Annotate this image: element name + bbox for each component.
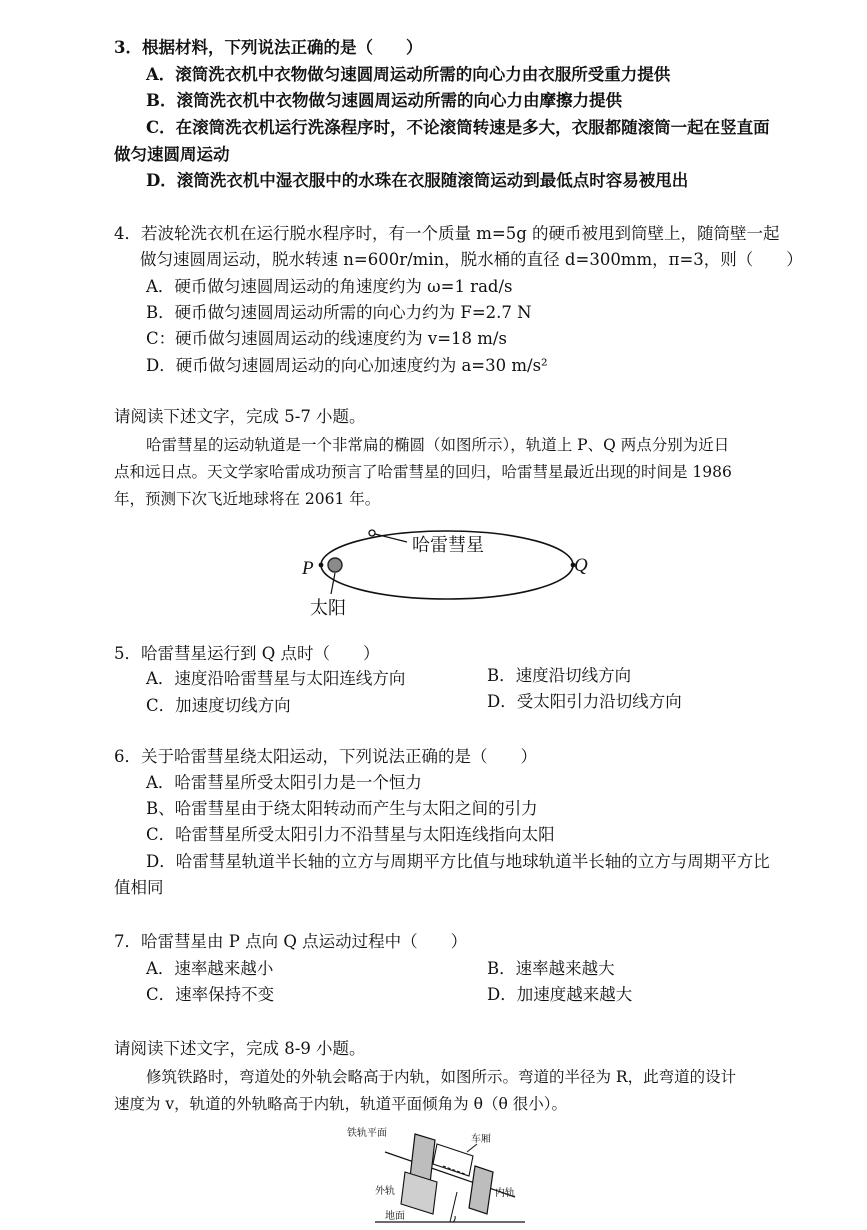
- q4-stem-line1: 4．若波轮洗衣机在运行脱水程序时，有一个质量 m=5g 的硬币被甩到筒壁上，随筒壁一起: [114, 224, 780, 243]
- passage2-intro: 请阅读下述文字，完成 8-9 小题。: [114, 1039, 366, 1058]
- q6-option-b: B、哈雷彗星由于绕太阳转动而产生与太阳之间的引力: [146, 799, 538, 818]
- q4-option-b: B．硬币做匀速圆周运动所需的向心力约为 F=2.7 N: [146, 303, 532, 322]
- car-label: 车厢: [471, 1134, 491, 1145]
- q3-option-d: D．滚筒洗衣机中湿衣服中的水珠在衣服随滚筒运动到最低点时容易被甩出: [146, 171, 689, 190]
- ground-label: 地面: [385, 1211, 405, 1222]
- q6-option-d-line2: 值相同: [114, 878, 164, 897]
- q3-option-a: A．滚筒洗衣机中衣物做匀速圆周运动所需的向心力由衣服所受重力提供: [146, 65, 671, 84]
- passage2-line1: 修筑铁路时，弯道处的外轨会略高于内轨，如图所示。弯道的半径为 R，此弯道的设计: [146, 1068, 737, 1086]
- q3-stem: 3．根据材料，下列说法正确的是（ ）: [114, 38, 423, 57]
- q6-option-a: A．哈雷彗星所受太阳引力是一个恒力: [146, 773, 422, 792]
- comet-marker: [369, 530, 375, 536]
- sun-label: 太阳: [310, 598, 346, 618]
- sun-leader-line: [331, 573, 335, 594]
- q5-stem: 5．哈雷彗星运行到 Q 点时（ ）: [114, 644, 380, 663]
- q3-option-b: B．滚筒洗衣机中衣物做匀速圆周运动所需的向心力由摩擦力提供: [146, 91, 622, 110]
- q5-option-d: D．受太阳引力沿切线方向: [487, 692, 682, 711]
- passage1-line3: 年，预测下次飞近地球将在 2061 年。: [114, 490, 381, 508]
- inner-rail-block: [469, 1166, 493, 1214]
- angle-arc: [453, 1216, 455, 1222]
- passage1-line1: 哈雷彗星的运动轨道是一个非常扁的椭圆（如图所示），轨道上 P、Q 两点分别为近日: [146, 436, 730, 454]
- q5-option-b: B．速度沿切线方向: [487, 666, 632, 685]
- q-label: Q: [574, 555, 588, 576]
- sun-marker: [328, 558, 342, 572]
- outer-rail-base: [401, 1172, 437, 1214]
- q3-option-c-line1: C．在滚筒洗衣机运行洗涤程序时，不论滚筒转速是多大，衣服都随滚筒一起在竖直面: [146, 118, 770, 137]
- perihelion-point: [319, 563, 324, 568]
- comet-label: 哈雷彗星: [412, 535, 484, 555]
- q5-option-a: A．速度沿哈雷彗星与太阳连线方向: [146, 669, 406, 688]
- q7-stem: 7．哈雷彗星由 P 点向 Q 点运动过程中（ ）: [114, 932, 468, 951]
- outer-rail-label: 外轨: [375, 1186, 395, 1197]
- p-label: P: [302, 558, 314, 579]
- orbit-diagram: [290, 518, 610, 630]
- halley-orbit-figure: [290, 518, 610, 630]
- q6-stem: 6．关于哈雷彗星绕太阳运动，下列说法正确的是（ ）: [114, 747, 537, 766]
- angle-line: [450, 1192, 457, 1222]
- q4-option-a: A．硬币做匀速圆周运动的角速度约为 ω=1 rad/s: [146, 277, 513, 296]
- passage1-line2: 点和远日点。天文学家哈雷成功预言了哈雷彗星的回归，哈雷彗星最近出现的时间是 1986: [114, 463, 732, 481]
- q5-option-c: C．加速度切线方向: [146, 696, 291, 715]
- q7-option-c: C．速率保持不变: [146, 985, 275, 1004]
- inner-rail-label: 内轨: [495, 1188, 515, 1199]
- passage2-line2: 速度为 v，轨道的外轨略高于内轨，轨道平面倾角为 θ（θ 很小）。: [114, 1095, 567, 1113]
- q6-option-c: C．哈雷彗星所受太阳引力不沿彗星与太阳连线指向太阳: [146, 825, 555, 844]
- railway-curve-figure: [345, 1122, 535, 1226]
- q4-stem-line2: 做匀速圆周运动，脱水转速 n=600r/min，脱水桶的直径 d=300mm，π=3，则（ ）: [140, 250, 803, 269]
- q7-option-d: D．加速度越来越大: [487, 985, 633, 1004]
- q3-option-c-line2: 做匀速圆周运动: [114, 145, 230, 164]
- plane-label: 铁轨平面: [347, 1128, 387, 1139]
- passage1-intro: 请阅读下述文字，完成 5-7 小题。: [114, 407, 366, 426]
- rail-diagram: [345, 1122, 535, 1226]
- car-leader-line: [467, 1144, 477, 1152]
- q4-option-c: C：硬币做匀速圆周运动的线速度约为 v=18 m/s: [146, 329, 507, 348]
- q7-option-a: A．速率越来越小: [146, 959, 274, 978]
- q4-option-d: D．硬币做匀速圆周运动的向心加速度约为 a=30 m/s²: [146, 356, 548, 375]
- q6-option-d-line1: D．哈雷彗星轨道半长轴的立方与周期平方比值与地球轨道半长轴的立方与周期平方比: [146, 852, 770, 871]
- q7-option-b: B．速率越来越大: [487, 959, 615, 978]
